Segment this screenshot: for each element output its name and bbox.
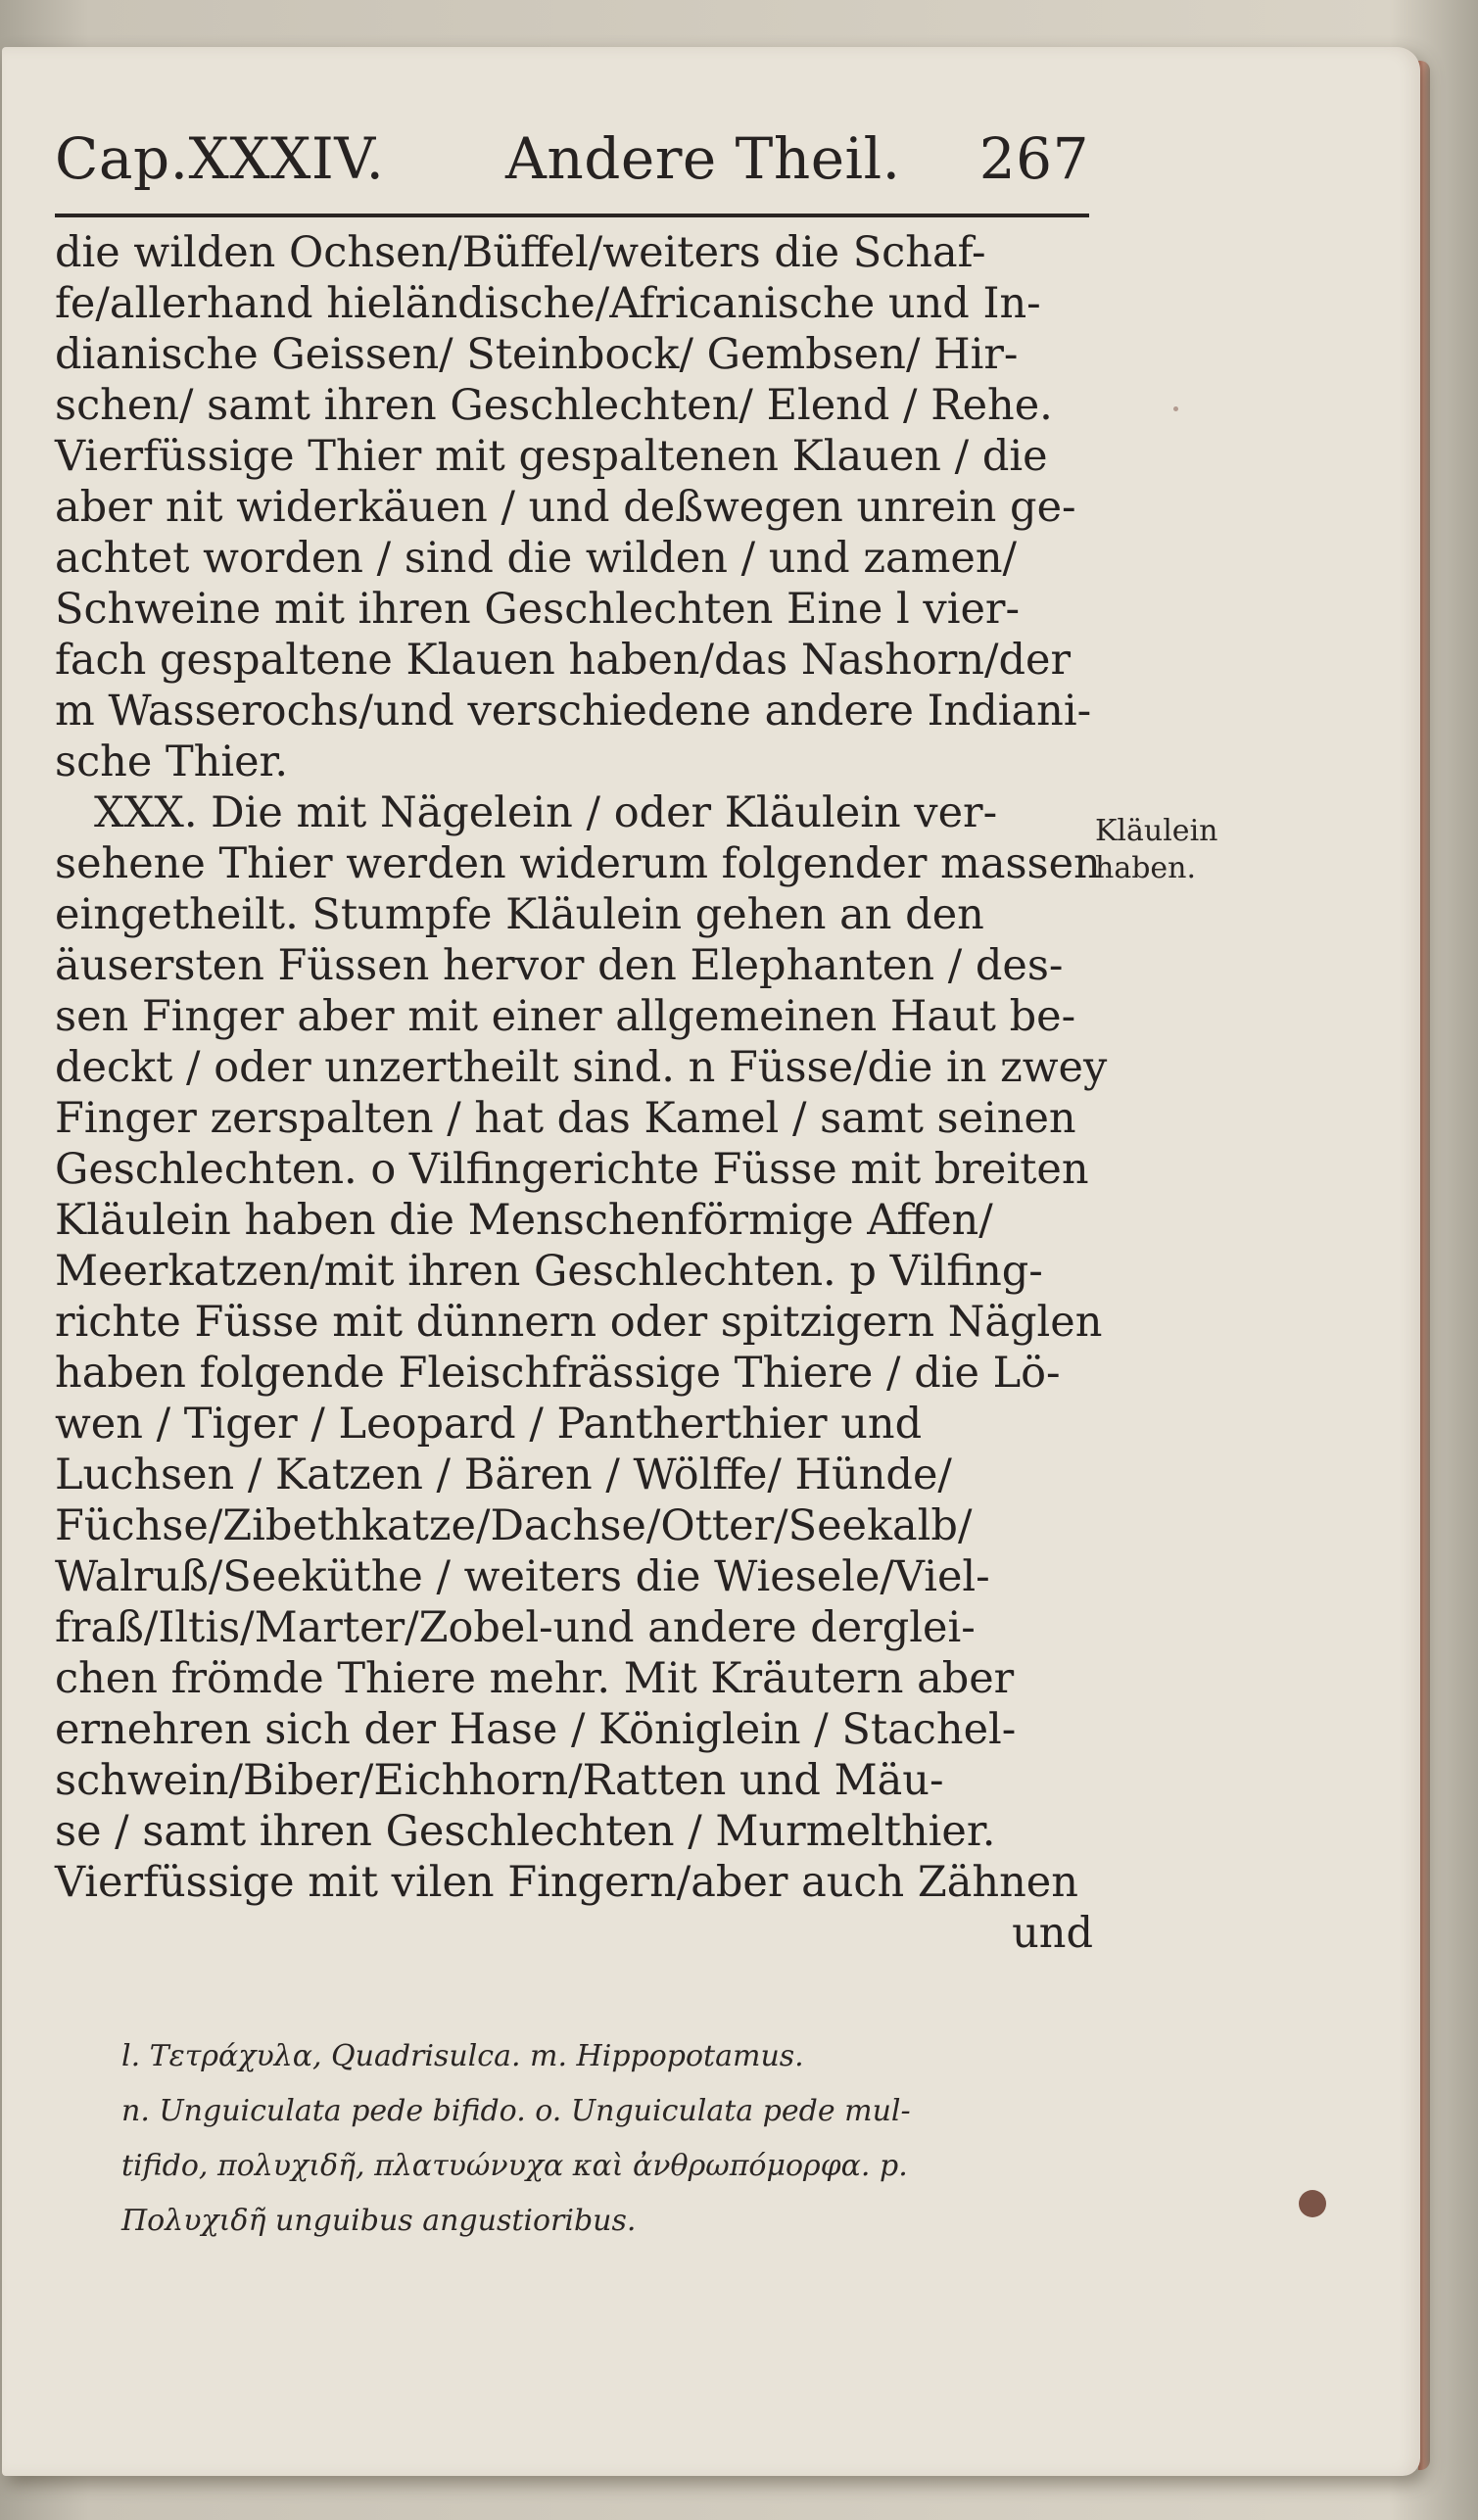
text-line: m Wasserochs/und verschiedene andere Indiani- [55, 687, 1092, 736]
text-line: schwein/Biber/Eichhorn/Ratten und Mäu- [55, 1756, 944, 1805]
text-line: Geschlechten. o Vilfingerichte Füsse mit breiten [55, 1145, 1089, 1194]
body-text [55, 227, 1108, 1959]
text-line: Walruß/Seeküthe / weiters die Wiesele/Viel- [55, 1552, 990, 1601]
footnote-line: l. Τετράχυλα, Quadrisulca. m. Hippopotamus. [121, 2039, 804, 2073]
footnote-line: Πολυχιδῆ unguibus angustioribus. [121, 2204, 637, 2238]
margin-note-line: Kläulein [1095, 814, 1218, 848]
text-line: se / samt ihren Geschlechten / Murmelthier. [55, 1807, 996, 1856]
margin-note-line: haben. [1095, 851, 1197, 885]
text-line: sche Thier. [55, 737, 289, 786]
text-line: Finger zerspalten / hat das Kamel / samt seinen [55, 1094, 1076, 1143]
text-line: chen frömde Thiere mehr. Mit Kräutern aber [55, 1654, 1015, 1703]
text-line: haben folgende Fleischfrässige Thiere / die Lö- [55, 1349, 1061, 1398]
page-number: 267 [978, 125, 1089, 192]
text-line: schen/ samt ihren Geschlechten/ Elend / Rehe. [55, 381, 1053, 430]
text-line: sehene Thier werden widerum folgender massen [55, 839, 1101, 888]
foxing-spot [1173, 406, 1178, 411]
text-line: XXX. Die mit Nägelein / oder Kläulein ver- [94, 788, 998, 837]
text-line: die wilden Ochsen/Büffel/weiters die Schaf- [55, 228, 986, 277]
footnotes [121, 2029, 1101, 2249]
text-line: Füchse/Zibethkatze/Dachse/Otter/Seekalb/ [55, 1501, 973, 1550]
foxing-spot [1299, 2190, 1326, 2217]
text-line: Luchsen / Katzen / Bären / Wölffe/ Hünde/ [55, 1450, 952, 1499]
text-line: Vierfüssige mit vilen Fingern/aber auch Zähnen [55, 1858, 1078, 1907]
text-line: fach gespaltene Klauen haben/das Nashorn/der [55, 636, 1072, 685]
text-line: fe/allerhand hieländische/Africanische und In- [55, 279, 1041, 328]
footnote-line: n. Unguiculata pede bifido. o. Unguiculata pede mul- [121, 2094, 911, 2128]
chapter-label: Cap.XXXIV. [55, 125, 385, 192]
text-line: wen / Tiger / Leopard / Pantherthier und [55, 1400, 923, 1449]
text-line: richte Füsse mit dünnern oder spitzigern Näglen [55, 1298, 1103, 1347]
text-line: fraß/Iltis/Marter/Zobel-und andere derglei- [55, 1603, 976, 1652]
header-rule [55, 214, 1089, 217]
footnote-line: tifido, πολυχιδῆ, πλατυώνυχα καὶ ἀνθρωπόμορφα. p. [121, 2149, 908, 2183]
margin-note [1095, 813, 1242, 887]
part-title: Andere Theil. [505, 125, 901, 192]
text-line: achtet worden / sind die wilden / und zamen/ [55, 534, 1018, 583]
text-line: eingetheilt. Stumpfe Kläulein gehen an den [55, 890, 984, 939]
text-line: aber nit widerkäuen / und deßwegen unrein ge- [55, 483, 1076, 532]
text-line: ernehren sich der Hase / Königlein / Stachel- [55, 1705, 1017, 1754]
text-line: sen Finger aber mit einer allgemeinen Haut be- [55, 992, 1076, 1041]
text-line: deckt / oder unzertheilt sind. n Füsse/die in zwey [55, 1043, 1108, 1092]
text-line: Meerkatzen/mit ihren Geschlechten. p Vilfing- [55, 1247, 1043, 1296]
catchword: und [1012, 1909, 1093, 1958]
running-header [55, 125, 1089, 204]
text-line: äusersten Füssen hervor den Elephanten / des- [55, 941, 1064, 990]
text-line: Vierfüssige Thier mit gespaltenen Klauen / die [55, 432, 1048, 481]
text-line: dianische Geissen/ Steinbock/ Gembsen/ Hir- [55, 330, 1019, 379]
text-line: Schweine mit ihren Geschlechten Eine l vier- [55, 585, 1020, 634]
text-line: Kläulein haben die Menschenförmige Affen/ [55, 1196, 993, 1245]
